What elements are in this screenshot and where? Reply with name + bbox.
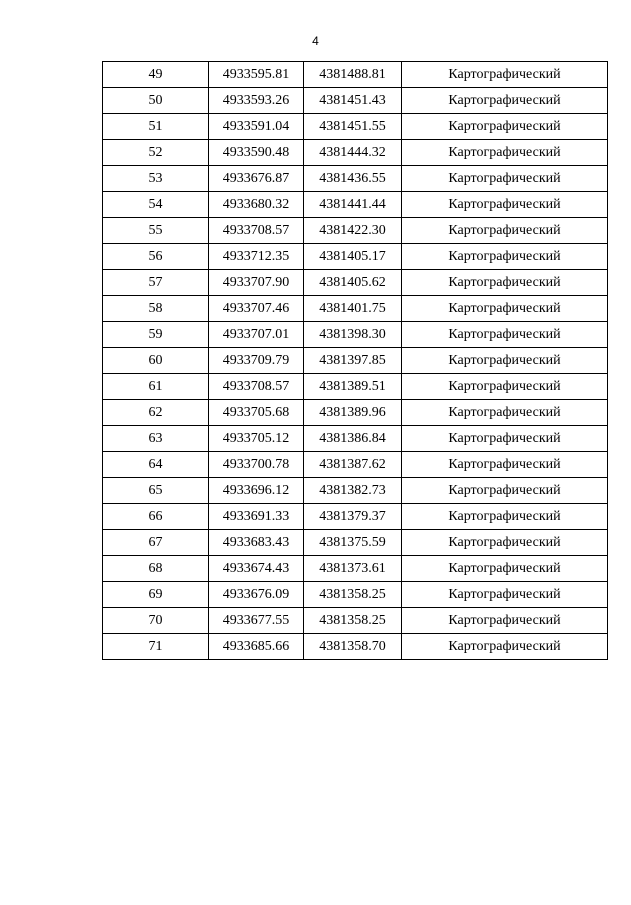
x-coordinate-cell: 4933707.46 (209, 296, 304, 322)
x-coordinate-cell: 4933677.55 (209, 608, 304, 634)
y-coordinate-cell: 4381389.96 (304, 400, 402, 426)
x-coordinate-cell: 4933685.66 (209, 634, 304, 660)
point-number-cell: 56 (103, 244, 209, 270)
point-number-cell: 71 (103, 634, 209, 660)
coordinates-table-body (103, 62, 608, 660)
method-cell: Картографический (402, 192, 608, 218)
y-coordinate-cell: 4381398.30 (304, 322, 402, 348)
table-row (103, 88, 608, 114)
point-number-cell: 57 (103, 270, 209, 296)
x-coordinate-cell: 4933708.57 (209, 218, 304, 244)
table-row (103, 140, 608, 166)
x-coordinate-cell: 4933676.09 (209, 582, 304, 608)
y-coordinate-cell: 4381358.70 (304, 634, 402, 660)
x-coordinate-cell: 4933707.01 (209, 322, 304, 348)
x-coordinate-cell: 4933591.04 (209, 114, 304, 140)
point-number-cell: 66 (103, 504, 209, 530)
method-cell: Картографический (402, 478, 608, 504)
x-coordinate-cell: 4933691.33 (209, 504, 304, 530)
x-coordinate-cell: 4933712.35 (209, 244, 304, 270)
x-coordinate-cell: 4933696.12 (209, 478, 304, 504)
method-cell: Картографический (402, 140, 608, 166)
point-number-cell: 67 (103, 530, 209, 556)
y-coordinate-cell: 4381405.62 (304, 270, 402, 296)
table-row (103, 348, 608, 374)
method-cell: Картографический (402, 244, 608, 270)
method-cell: Картографический (402, 218, 608, 244)
y-coordinate-cell: 4381389.51 (304, 374, 402, 400)
method-cell: Картографический (402, 504, 608, 530)
x-coordinate-cell: 4933595.81 (209, 62, 304, 88)
table-row (103, 374, 608, 400)
point-number-cell: 63 (103, 426, 209, 452)
method-cell: Картографический (402, 426, 608, 452)
method-cell: Картографический (402, 400, 608, 426)
table-row (103, 556, 608, 582)
table-row (103, 634, 608, 660)
y-coordinate-cell: 4381405.17 (304, 244, 402, 270)
table-row (103, 530, 608, 556)
x-coordinate-cell: 4933676.87 (209, 166, 304, 192)
point-number-cell: 65 (103, 478, 209, 504)
x-coordinate-cell: 4933705.12 (209, 426, 304, 452)
y-coordinate-cell: 4381451.55 (304, 114, 402, 140)
point-number-cell: 70 (103, 608, 209, 634)
point-number-cell: 64 (103, 452, 209, 478)
point-number-cell: 61 (103, 374, 209, 400)
y-coordinate-cell: 4381358.25 (304, 608, 402, 634)
y-coordinate-cell: 4381358.25 (304, 582, 402, 608)
table-row (103, 166, 608, 192)
x-coordinate-cell: 4933674.43 (209, 556, 304, 582)
method-cell: Картографический (402, 88, 608, 114)
table-row (103, 296, 608, 322)
point-number-cell: 50 (103, 88, 209, 114)
table-row (103, 608, 608, 634)
point-number-cell: 59 (103, 322, 209, 348)
method-cell: Картографический (402, 608, 608, 634)
y-coordinate-cell: 4381401.75 (304, 296, 402, 322)
x-coordinate-cell: 4933707.90 (209, 270, 304, 296)
point-number-cell: 49 (103, 62, 209, 88)
method-cell: Картографический (402, 582, 608, 608)
point-number-cell: 68 (103, 556, 209, 582)
x-coordinate-cell: 4933680.32 (209, 192, 304, 218)
point-number-cell: 52 (103, 140, 209, 166)
table-row (103, 322, 608, 348)
table-row (103, 452, 608, 478)
method-cell: Картографический (402, 634, 608, 660)
method-cell: Картографический (402, 270, 608, 296)
x-coordinate-cell: 4933708.57 (209, 374, 304, 400)
table-row (103, 426, 608, 452)
table-row (103, 244, 608, 270)
table-row (103, 400, 608, 426)
table-row (103, 218, 608, 244)
method-cell: Картографический (402, 556, 608, 582)
table-row (103, 270, 608, 296)
y-coordinate-cell: 4381436.55 (304, 166, 402, 192)
point-number-cell: 55 (103, 218, 209, 244)
y-coordinate-cell: 4381382.73 (304, 478, 402, 504)
y-coordinate-cell: 4381373.61 (304, 556, 402, 582)
table-row (103, 62, 608, 88)
method-cell: Картографический (402, 322, 608, 348)
point-number-cell: 53 (103, 166, 209, 192)
x-coordinate-cell: 4933590.48 (209, 140, 304, 166)
method-cell: Картографический (402, 62, 608, 88)
point-number-cell: 60 (103, 348, 209, 374)
point-number-cell: 51 (103, 114, 209, 140)
x-coordinate-cell: 4933705.68 (209, 400, 304, 426)
method-cell: Картографический (402, 296, 608, 322)
y-coordinate-cell: 4381387.62 (304, 452, 402, 478)
y-coordinate-cell: 4381444.32 (304, 140, 402, 166)
y-coordinate-cell: 4381422.30 (304, 218, 402, 244)
table-row (103, 582, 608, 608)
y-coordinate-cell: 4381488.81 (304, 62, 402, 88)
y-coordinate-cell: 4381375.59 (304, 530, 402, 556)
table-row (103, 478, 608, 504)
x-coordinate-cell: 4933709.79 (209, 348, 304, 374)
coordinates-table (102, 61, 608, 660)
method-cell: Картографический (402, 530, 608, 556)
x-coordinate-cell: 4933700.78 (209, 452, 304, 478)
y-coordinate-cell: 4381397.85 (304, 348, 402, 374)
method-cell: Картографический (402, 348, 608, 374)
method-cell: Картографический (402, 452, 608, 478)
method-cell: Картографический (402, 374, 608, 400)
method-cell: Картографический (402, 114, 608, 140)
page-number: 4 (312, 34, 319, 48)
y-coordinate-cell: 4381451.43 (304, 88, 402, 114)
method-cell: Картографический (402, 166, 608, 192)
x-coordinate-cell: 4933593.26 (209, 88, 304, 114)
point-number-cell: 54 (103, 192, 209, 218)
point-number-cell: 69 (103, 582, 209, 608)
y-coordinate-cell: 4381441.44 (304, 192, 402, 218)
table-row (103, 504, 608, 530)
x-coordinate-cell: 4933683.43 (209, 530, 304, 556)
point-number-cell: 62 (103, 400, 209, 426)
table-row (103, 114, 608, 140)
y-coordinate-cell: 4381386.84 (304, 426, 402, 452)
y-coordinate-cell: 4381379.37 (304, 504, 402, 530)
table-row (103, 192, 608, 218)
point-number-cell: 58 (103, 296, 209, 322)
